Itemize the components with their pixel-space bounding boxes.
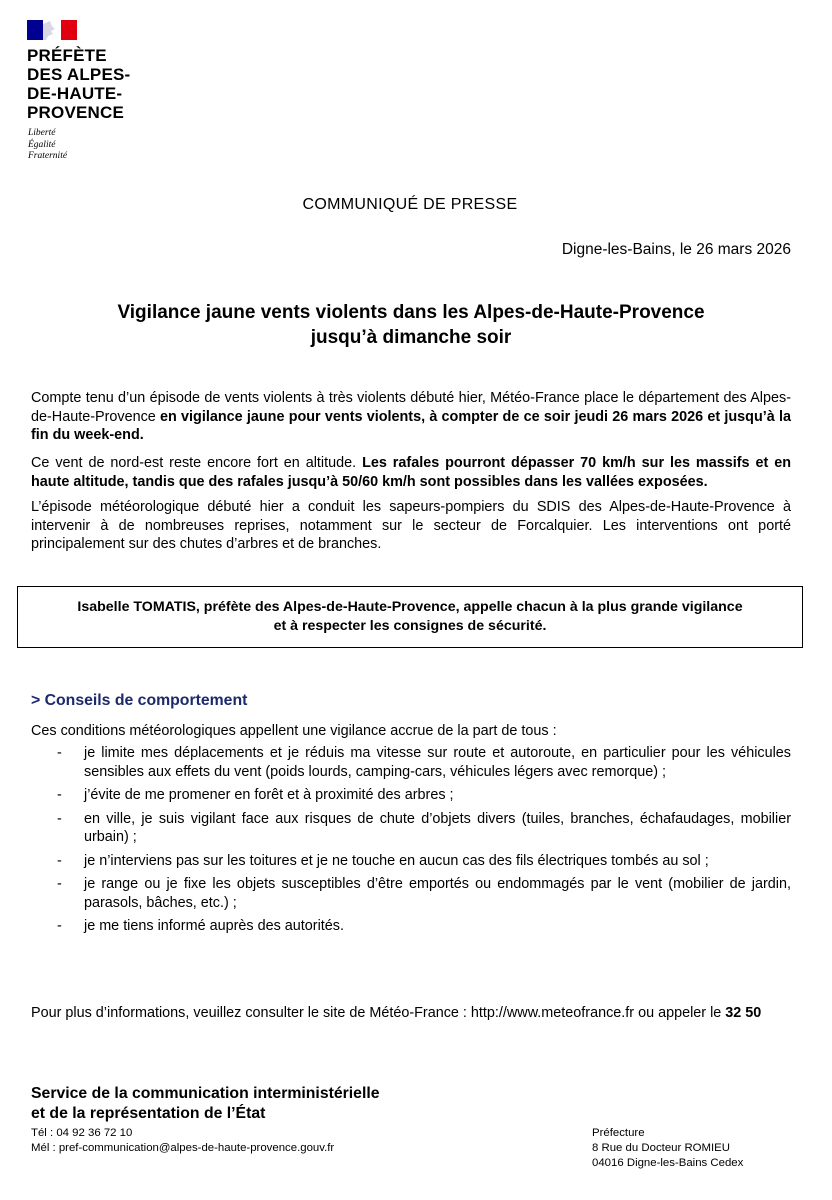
- paragraph-2: [31, 454, 791, 491]
- paragraph-2-bold: Les rafales pourront dépasser 70 km/h sur les massifs et en haute altitude, tandis que des rafales jusqu’à 50/60 km/h sont possibles dans les vallées exposées.: [31, 455, 791, 490]
- paragraph-1: [31, 389, 791, 445]
- motto-fraternite: Fraternité: [28, 151, 68, 161]
- advice-heading: > Conseils de comportement: [31, 692, 248, 709]
- logo-line-2: DES ALPES-: [27, 65, 131, 84]
- flag-blue-band: [27, 20, 43, 40]
- press-release-kicker: COMMUNIQUÉ DE PRESSE: [302, 196, 518, 213]
- meteo-phone-number: 32 50: [725, 1005, 762, 1021]
- logo-line-4: PROVENCE: [27, 103, 125, 122]
- list-item: - je range ou je fixe les objets susceptibles d’être emportés ou endommagés par le vent (mobilier de jardin, parasols, bâches, etc.) ;: [57, 876, 791, 911]
- list-bullet: -: [57, 787, 62, 803]
- list-item: - je n’interviens pas sur les toitures et je ne touche en aucun cas des fils électriques tombés au sol ;: [57, 852, 709, 869]
- address-line-1: Préfecture: [592, 1127, 645, 1139]
- prefecture-logo-text: [27, 46, 130, 122]
- paragraph-1-bold: en vigilance jaune pour vents violents, à compter de ce soir jeudi 26 mars 2026 et jusqu’à la fin du week-end.: [31, 408, 791, 443]
- title-line-2: jusqu’à dimanche soir: [310, 327, 512, 348]
- motto-liberte: Liberté: [28, 128, 56, 138]
- list-bullet: -: [57, 852, 62, 869]
- republic-motto: [28, 128, 67, 163]
- advice-list: [31, 744, 791, 941]
- list-item: - je me tiens informé auprès des autorités.: [57, 918, 344, 934]
- list-item: - j’évite de me promener en forêt et à proximité des arbres ;: [57, 787, 454, 803]
- list-bullet: -: [57, 876, 62, 892]
- list-bullet: -: [57, 810, 62, 827]
- callout-line-2: et à respecter les consignes de sécurité.: [273, 618, 547, 634]
- list-item: - je limite mes déplacements et je réduis ma vitesse sur route et autoroute, en particulier pour les véhicules sensibles aux effets du vent (poids lourds, camping-cars, véhicules légers avec remorque) ;: [57, 745, 791, 780]
- flag-red-band: [61, 20, 77, 40]
- title-line-1: Vigilance jaune vents violents dans les Alpes-de-Haute-Provence: [117, 302, 705, 323]
- logo-line-3: DE-HAUTE-: [27, 84, 123, 103]
- footer-address: [592, 1126, 743, 1171]
- footer-phone: Tél : 04 92 36 72 10: [31, 1127, 133, 1139]
- footer-contact: [31, 1126, 334, 1156]
- marianne-profile-icon: [43, 20, 61, 40]
- list-bullet: -: [57, 918, 62, 934]
- republique-flag-icon: [27, 20, 77, 40]
- footer-service-name: [31, 1084, 380, 1124]
- prefect-callout-box: [17, 586, 803, 648]
- footer-service-line-1: Service de la communication interministérielle: [31, 1085, 380, 1102]
- paragraph-1-plain: Compte tenu d’un épisode de vents violents à très violents débuté hier, Météo-France place le département des Alpes-de-Haute-Provence: [31, 390, 791, 425]
- motto-egalite: Égalité: [28, 139, 56, 150]
- date-line: Digne-les-Bains, le 26 mars 2026: [561, 241, 791, 258]
- paragraph-3: L’épisode météorologique débuté hier a conduit les sapeurs-pompiers du SDIS des Alpes-de-Haute-Provence à intervenir à de nombreuses reprises, notamment sur le secteur de Forcalquier. Les interventions ont porté principalement sur des chutes d’arbres et de branches.: [31, 499, 791, 552]
- more-info-text: Pour plus d’informations, veuillez consulter le site de Météo-France : http://www.meteofrance.fr ou appeler le: [31, 1005, 726, 1021]
- callout-line-1: Isabelle TOMATIS, préfète des Alpes-de-Haute-Provence, appelle chacun à la plus grande vigilance: [77, 599, 743, 615]
- list-item: - en ville, je suis vigilant face aux risques de chute d’objets divers (tuiles, branches, échafaudages, mobilier urbain) ;: [57, 810, 791, 845]
- address-line-3: 04016 Digne-les-Bains Cedex: [592, 1157, 744, 1169]
- footer-email: Mél : pref-communication@alpes-de-haute-provence.gouv.fr: [31, 1142, 335, 1154]
- address-line-2: 8 Rue du Docteur ROMIEU: [592, 1142, 731, 1154]
- more-info-paragraph: [31, 1004, 791, 1023]
- paragraph-2-plain: Ce vent de nord-est reste encore fort en altitude.: [31, 455, 363, 471]
- footer-service-line-2: et de la représentation de l’État: [31, 1105, 266, 1122]
- press-release-title: [40, 300, 782, 350]
- flag-white-band: [43, 20, 61, 40]
- logo-line-1: PRÉFÈTE: [27, 46, 107, 65]
- list-bullet: -: [57, 745, 62, 761]
- advice-intro: Ces conditions météorologiques appellent une vigilance accrue de la part de tous :: [31, 723, 557, 739]
